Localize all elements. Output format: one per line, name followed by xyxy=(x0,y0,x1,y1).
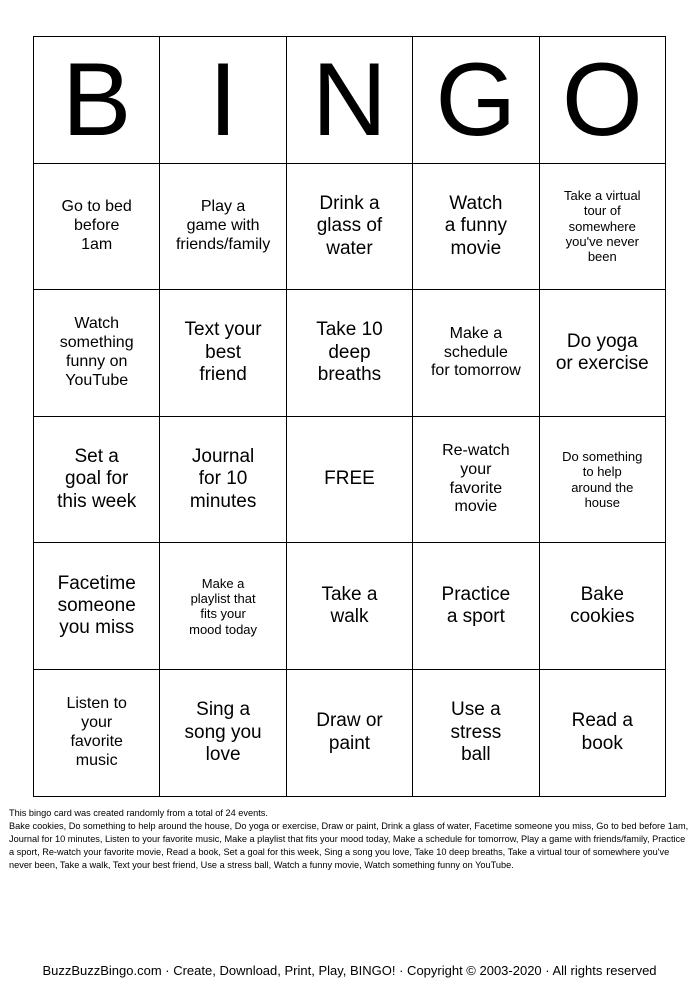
header-letter-i: I xyxy=(160,37,286,164)
card-info-summary: This bingo card was created randomly from a total of 24 events. xyxy=(9,808,268,818)
bingo-cell: Listen to your favorite music xyxy=(34,669,160,796)
bingo-cell: Take a virtual tour of somewhere you've never been xyxy=(539,163,665,290)
bingo-cell: Do something to help around the house xyxy=(539,416,665,543)
bingo-cell: Journal for 10 minutes xyxy=(160,416,286,543)
bingo-cell: Text your best friend xyxy=(160,290,286,417)
bingo-cell: Sing a song you love xyxy=(160,669,286,796)
header-letter-n: N xyxy=(286,37,412,164)
header-row xyxy=(34,37,666,164)
card-row xyxy=(34,416,666,543)
bingo-cell: Re-watch your favorite movie xyxy=(413,416,539,543)
bingo-cell: Read a book xyxy=(539,669,665,796)
page-footer: BuzzBuzzBingo.com · Create, Download, Print, Play, BINGO! · Copyright © 2003-2020 · All rights reserved xyxy=(42,963,657,978)
bingo-cell: Drink a glass of water xyxy=(286,163,412,290)
card-info-events: Bake cookies, Do something to help around the house, Do yoga or exercise, Draw or paint, Drink a glass of water, Facetime someone you miss, Go to bed before 1am, Journal for 10 minutes, Listen to your favorite music, Make a playlist that fits your mood today, Make a schedule for tomorrow, Play a game with friends/family, Practice a sport, Re-watch your favorite movie, Read a book, Set a goal for this week, Sing a song you love, Take 10 deep breaths, Take a virtual tour of somewhere you've never been, Take a walk, Text your best friend, Use a stress ball, Watch a funny movie, Watch something funny on YouTube. xyxy=(9,821,689,870)
card-grid xyxy=(34,163,666,796)
bingo-cell: Watch something funny on YouTube xyxy=(34,290,160,417)
bingo-cell: Play a game with friends/family xyxy=(160,163,286,290)
card-row xyxy=(34,290,666,417)
bingo-cell: Watch a funny movie xyxy=(413,163,539,290)
bingo-cell: Draw or paint xyxy=(286,669,412,796)
header-letter-b: B xyxy=(34,37,160,164)
bingo-cell: Use a stress ball xyxy=(413,669,539,796)
header-letter-g: G xyxy=(413,37,539,164)
bingo-cell: Go to bed before 1am xyxy=(34,163,160,290)
bingo-cell: Make a playlist that fits your mood today xyxy=(160,543,286,670)
bingo-cell: Take 10 deep breaths xyxy=(286,290,412,417)
card-row xyxy=(34,543,666,670)
bingo-cell: Do yoga or exercise xyxy=(539,290,665,417)
bingo-cell: Bake cookies xyxy=(539,543,665,670)
bingo-cell: Facetime someone you miss xyxy=(34,543,160,670)
bingo-card xyxy=(33,36,666,797)
bingo-cell: Make a schedule for tomorrow xyxy=(413,290,539,417)
card-info xyxy=(9,807,691,872)
card-row xyxy=(34,669,666,796)
bingo-cell: Set a goal for this week xyxy=(34,416,160,543)
card-row xyxy=(34,163,666,290)
bingo-cell: Take a walk xyxy=(286,543,412,670)
bingo-cell: Practice a sport xyxy=(413,543,539,670)
header-letter-o: O xyxy=(539,37,665,164)
free-space-cell: FREE xyxy=(286,416,412,543)
